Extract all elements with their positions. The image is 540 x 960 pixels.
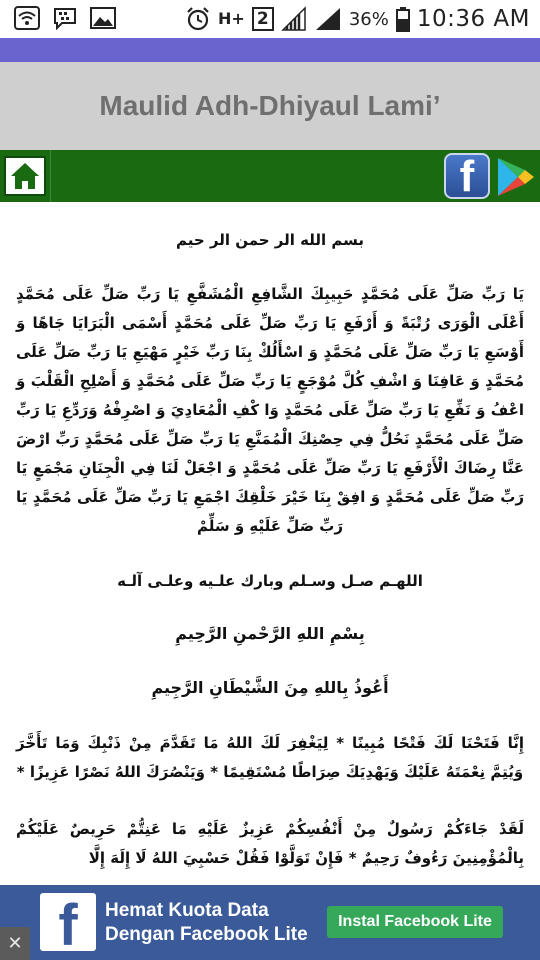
facebook-icon: f <box>58 893 78 951</box>
status-bar <box>0 0 540 38</box>
battery-percent: 36% <box>348 8 389 30</box>
signal-icon <box>281 6 307 32</box>
home-button[interactable] <box>4 156 46 196</box>
install-facebook-lite-button[interactable]: Instal Facebook Lite <box>327 906 503 938</box>
battery-icon <box>396 6 410 32</box>
toolbar <box>0 150 540 202</box>
google-play-button[interactable] <box>494 156 536 198</box>
ad-subline: Dengan Facebook Lite <box>105 924 308 945</box>
basmala-line: بِسْمِ اللهِ الرَّحْمنِ الرَّحِيمِ <box>175 624 365 643</box>
alarm-icon <box>185 6 211 32</box>
accent-strip <box>0 38 540 62</box>
close-icon: ✕ <box>7 933 23 954</box>
audhu-line: أَعُوذُ بِاللهِ مِنَ الشَّيْطَانِ الرَّجِيمِ <box>151 678 389 697</box>
toolbar-divider <box>50 150 51 202</box>
wifi-icon <box>14 6 40 30</box>
ayat-tawbah-paragraph: لَقَدْ جَاءَكُمْ رَسُولٌ مِنْ أَنْفُسِكُمْ عَزِيزٌ عَلَيْهِ مَا عَنِتُّمْ حَرِيصٌ عَلَيْكُمْ بِالْمُؤْمِنِينَ رَءُوفٌ رَحِيمٌ * فَإِنْ تَوَلَّوْا فَقُلْ حَسْبِيَ اللهُ لَا إِلَهَ إِلَّا <box>16 820 524 867</box>
maulid-text[interactable] <box>0 202 540 885</box>
gallery-icon <box>90 6 116 30</box>
allahumma-line: اللهـم صـل وسـلم وبارك علـيه وعلـى آلـه <box>117 572 423 590</box>
ad-headline: Hemat Kuota Data <box>105 900 269 921</box>
sim2-icon: 2 <box>252 7 274 31</box>
status-time: 10:36 AM <box>416 6 530 32</box>
notification-icons <box>14 6 116 30</box>
facebook-lite-logo <box>40 893 96 951</box>
facebook-share-button[interactable] <box>444 153 490 199</box>
basmala-heading: بسم الله الر حمن الر حيم <box>175 231 365 249</box>
system-indicators <box>185 4 530 34</box>
page-title: Maulid Adh-Dhiyaul Lami’ <box>99 90 441 121</box>
facebook-icon: f <box>459 153 475 199</box>
google-play-icon <box>498 158 534 196</box>
network-hplus-icon: H+ <box>218 9 245 28</box>
signal-icon <box>314 6 342 32</box>
ayat-fath-paragraph: إِنَّا فَتَحْنَا لَكَ فَتْحًا مُبِينًا * لِيَغْفِرَ لَكَ اللهُ مَا تَقَدَّمَ مِنْ ذَنْبِكَ وَمَا تَأَخَّرَ وَيُتِمَّ نِعْمَتَهُ عَلَيْكَ وَيَهْدِيَكَ صِرَاطًا مُسْتَقِيمًا * وَيَنْصُرَكَ اللهُ نَصْرًا عَزِيزًا * <box>16 734 524 781</box>
title-bar <box>0 62 540 150</box>
home-icon <box>9 161 41 191</box>
blackberry-messenger-icon <box>52 6 78 30</box>
ad-close-button[interactable] <box>0 927 30 960</box>
salawat-paragraph: يَا رَبِّ صَلِّ عَلَى مُحَمَّدٍ حَبِيبِكَ الشَّافِعِ الْمُشَفَّعِ يَا رَبِّ صَلِّ عَلَى مُحَمَّدٍ أَعْلَى الْوَرَى رُتْبَةً وَ أَرْفَعِ يَا رَبِّ صَلِّ عَلَى مُحَمَّدٍ أَسْمَى الْبَرَايَا جَاهًا وَ أَوْسَعِ يَا رَبِّ صَلِّ عَلَى مُحَمَّدٍ وَ اسْأَلُكْ بِنَا رَبِّ خَيْرٍ مَهْيَعِ يَا رَبِّ صَلِّ عَلَى مُحَمَّدٍ وَ عَافِنَا وَ اشْفِ كُلَّ مُوْجَعٍ يَا رَبِّ صَلِّ عَلَى مُحَمَّدٍ وَ أَصْلِحِ الْقَلْبَ وَ اعْفُ وَ نَفِّعِ يَا رَبِّ صَلِّ عَلَى مُحَمَّدٍ وَا كْفِ الْمُعَادِيَ وَ اصْرِفْهُ وَرَدِّعِ يَا رَبِّ صَلِّ عَلَى مُحَمَّدٍ نَحُلُّ فِي حِصْنِكَ الْمُمَنَّعِ يَا رَبِّ صَلِّ عَلَى مُحَمَّدٍ رَبِّ ارْضَ عَنَّا رِضَاكَ الْأَرْفَعِ يَا رَبِّ صَلِّ عَلَى مُحَمَّدٍ وَ اجْعَلْ لَنَا فِي الْجِنَانِ مَجْمَعٍ يَا رَبِّ صَلِّ عَلَى مُحَمَّدٍ وَ افِقْ بِنَا خَيْرَ خَلْقِكَ اجْمَعِ يَا رَبِّ صَلِّ عَلَى مُحَمَّدٍ يَا رَبِّ صَلِّ عَلَيْهِ وَ سَلِّمْ <box>16 285 524 535</box>
